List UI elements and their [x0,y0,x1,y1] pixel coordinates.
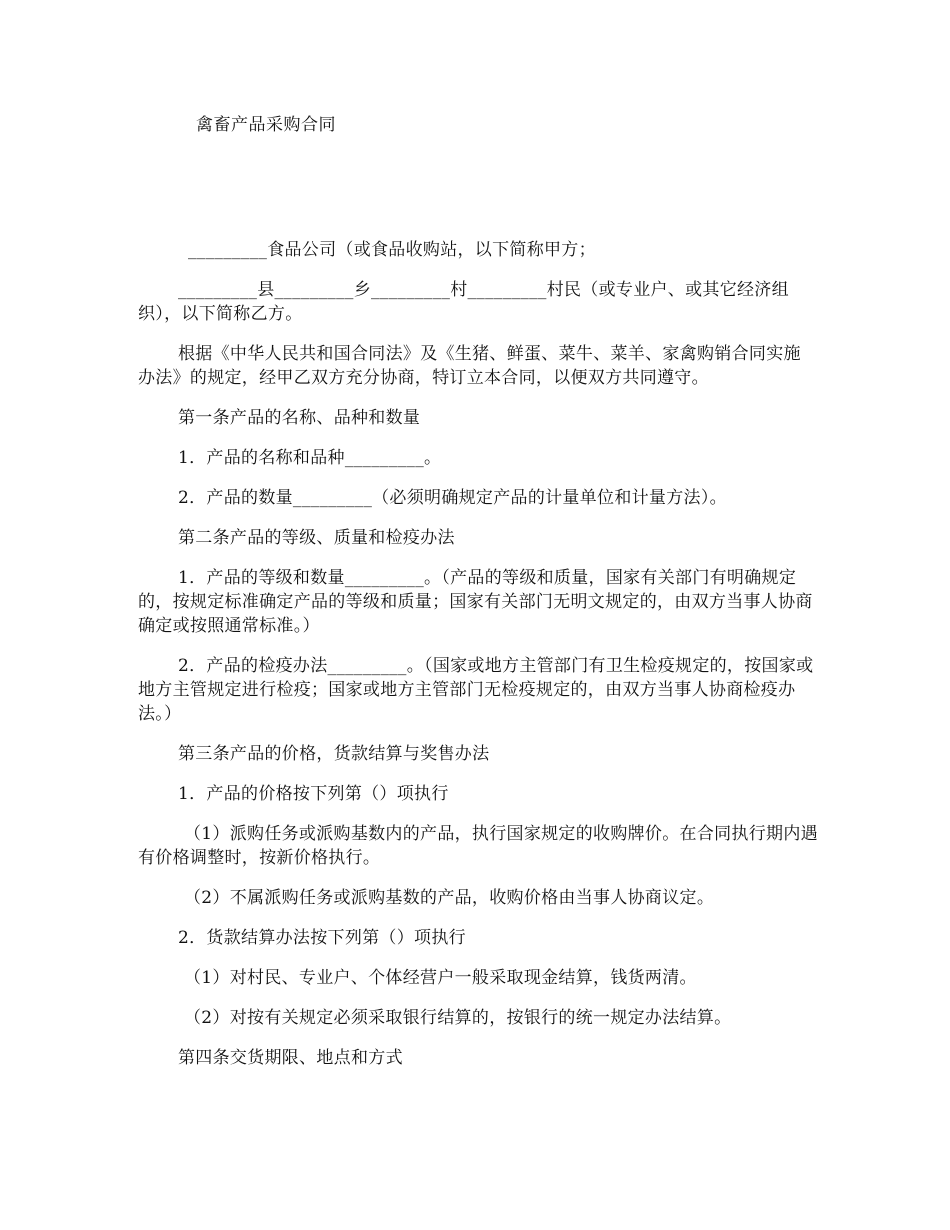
article-3-item-1-option-2: （2）不属派购任务或派购基数的产品，收购价格由当事人协商议定。 [184,888,715,908]
preamble-paragraph: 根据《中华人民共和国合同法》及《生猪、鲜蛋、菜牛、菜羊、家禽购销合同实施办法》的规定，经甲乙双方充分协商，特订立本合同，以便双方共同遵守。 [138,344,801,388]
article-1-item-2: 2．产品的数量_________（必须明确规定产品的计量单位和计量方法）。 [178,488,727,508]
article-2-item-2: 2．产品的检疫办法_________。（国家或地方主管部门有卫生检疫规定的，按国家或地方主管规定进行检疫；国家或地方主管部门无检疫规定的，由双方当事人协商检疫办法。） [138,656,814,724]
article-2-heading: 第二条产品的等级、质量和检疫办法 [178,528,455,548]
article-3-item-2-option-1: （1）对村民、专业户、个体经营户一般采取现金结算，钱货两清。 [184,968,697,988]
document-title: 禽畜产品采购合同 [196,115,336,135]
article-4-heading: 第四条交货期限、地点和方式 [178,1048,403,1068]
article-1-item-1: 1．产品的名称和品种_________。 [178,448,442,468]
article-2-item-1: 1．产品的等级和数量_________。（产品的等级和质量，国家有关部门有明确规定的，按规定标准确定产品的等级和质量；国家有关部门无明文规定的，由双方当事人协商确定或按照通常标准。） [138,568,813,636]
article-3-item-2: 2．货款结算办法按下列第（）项执行 [178,928,466,948]
party-a-paragraph: _________食品公司（或食品收购站，以下简称甲方； [188,240,596,260]
party-b-paragraph: _________县_________乡_________村_________村民（或专业户、或其它经济组织），以下简称乙方。 [138,280,789,324]
document-body [138,238,818,1086]
article-3-item-1-option-1: （1）派购任务或派购基数内的产品，执行国家规定的收购牌价。在合同执行期内遇有价格调整时，按新价格执行。 [138,824,818,868]
article-1-heading: 第一条产品的名称、品种和数量 [178,408,421,428]
article-3-item-2-option-2: （2）对按有关规定必须采取银行结算的，按银行的统一规定办法结算。 [184,1008,732,1028]
article-3-item-1: 1．产品的价格按下列第（）项执行 [178,784,449,804]
article-3-heading: 第三条产品的价格，货款结算与奖售办法 [178,744,490,764]
